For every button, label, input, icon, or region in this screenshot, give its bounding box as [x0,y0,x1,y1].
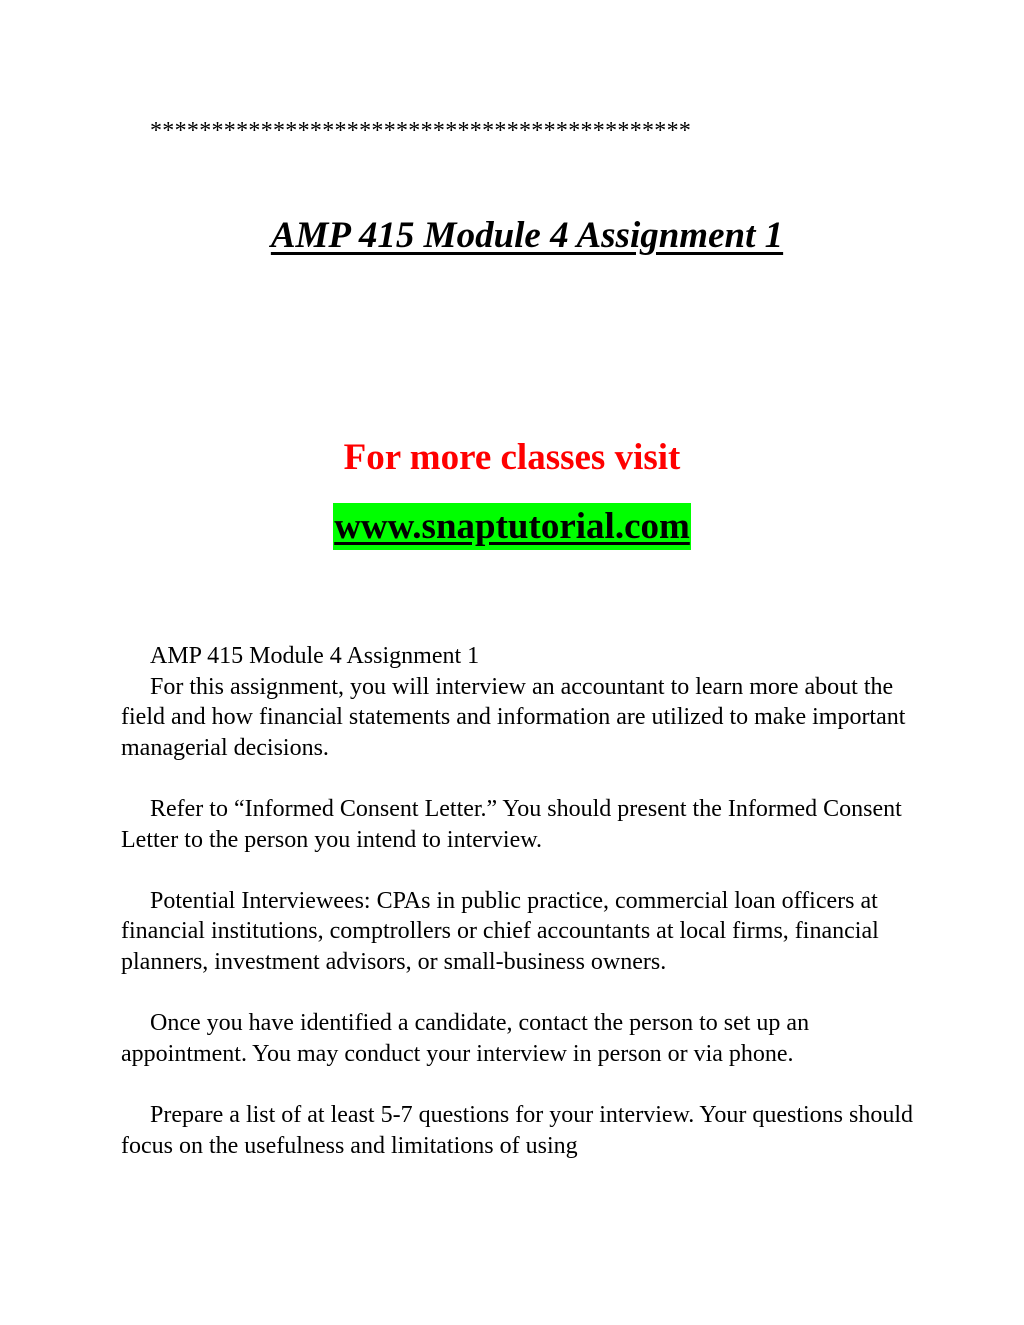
paragraph-consent-letter: Refer to “Informed Consent Letter.” You should present the Informed Consent Letter to the person you intend to interview. [121,795,902,853]
promo-text: For more classes visit [343,437,681,478]
paragraph-questions: Prepare a list of at least 5-7 questions for your interview. Your questions should focus on the usefulness and limitations of using [121,1101,913,1159]
body-subtitle: AMP 415 Module 4 Assignment 1 [150,643,480,669]
snaptutorial-link[interactable]: www.snaptutorial.com [333,503,691,550]
paragraph-appointment: Once you have identified a candidate, contact the person to set up an appointment. You may conduct your interview in person or via phone. [121,1010,810,1067]
promo-link-container [0,503,1024,550]
asterisk-divider: ******************************************** [150,118,692,144]
paragraph-assignment-intro: For this assignment, you will interview an accountant to learn more about the field and how financial statements and information are utilized to make important managerial decisions. [121,673,906,761]
paragraph-interviewees: Potential Interviewees: CPAs in public practice, commercial loan officers at financial institutions, comptrollers or chief accountants at local firms, financial planners, investment advisors, or small-business owners. [121,887,879,975]
document-body [121,641,921,1192]
document-title: AMP 415 Module 4 Assignment 1 [270,215,784,256]
